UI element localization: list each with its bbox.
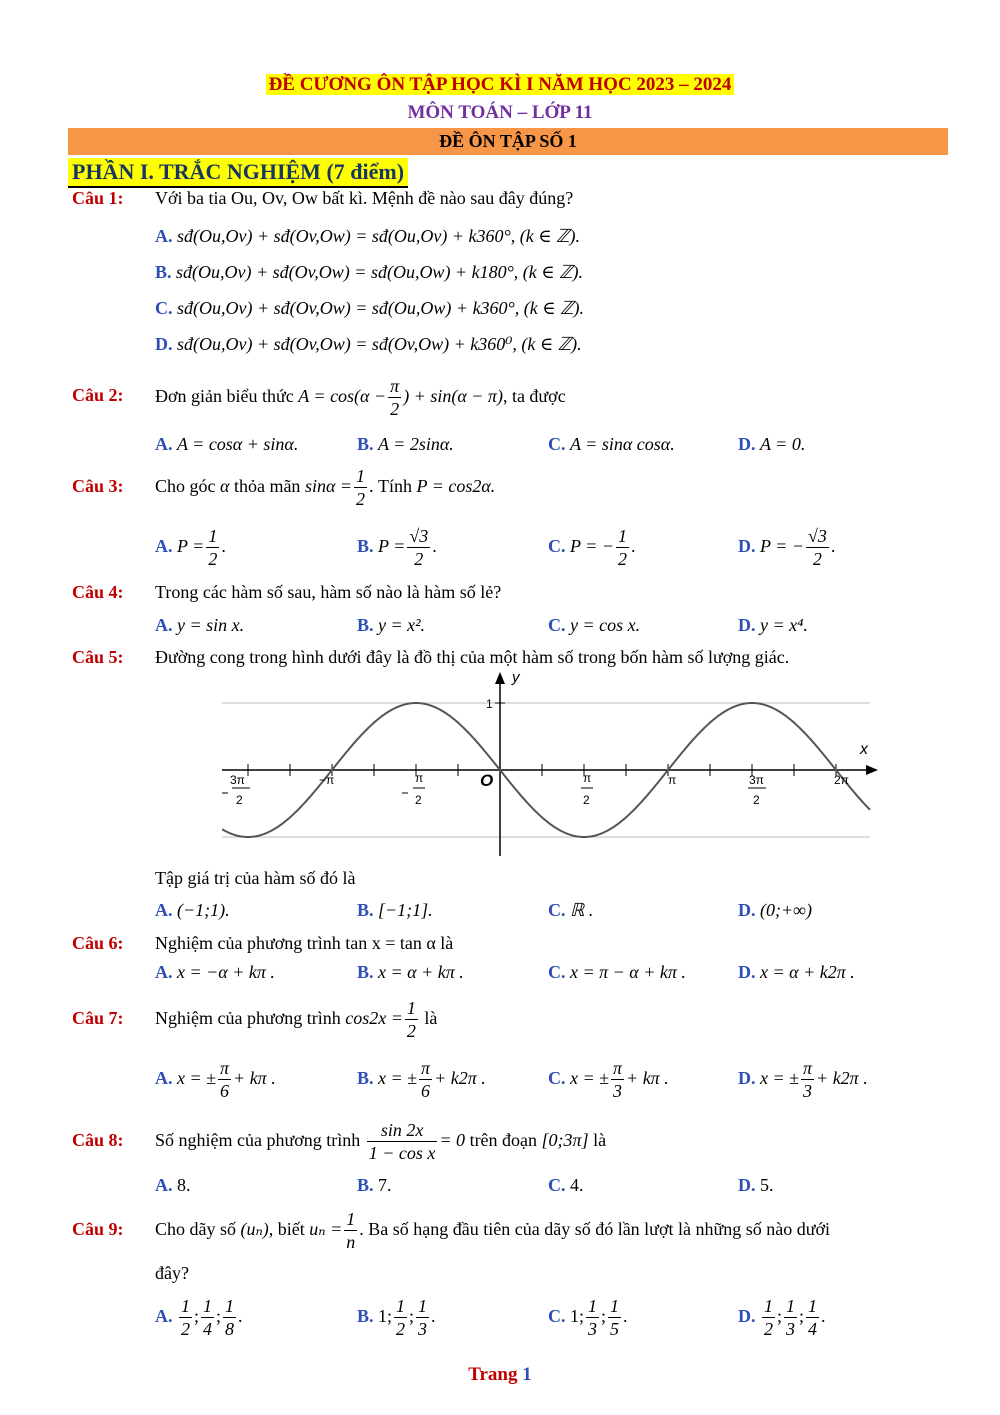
sequence-term: $\frac{1}{4}$ [203, 1296, 213, 1340]
q8-option-a: A. 8. [155, 1175, 191, 1195]
q5-option-b: B. [−1;1]. [357, 900, 433, 920]
q7-label: Câu 7: [72, 1008, 124, 1028]
sequence-term: $\frac{1}{3}$ [588, 1296, 598, 1340]
exam-label-bar: ĐỀ ÔN TẬP SỐ 1 [68, 128, 948, 155]
tick-label-neg-pi: −π [319, 773, 335, 787]
sequence-term: $\frac{1}{8}$ [225, 1296, 235, 1340]
q3-option-d: D. P = − $\frac{√3}{2}$ . [738, 526, 836, 570]
q1-option-c: C. sđ(Ou,Ov) + sđ(Ov,Ow) = sđ(Ou,Ow) + k360°, (k ∈ ℤ). [155, 298, 584, 318]
q6-option-c: C. x = π − α + kπ . [548, 962, 686, 982]
q9-label: Câu 9: [72, 1219, 124, 1239]
q4-option-d: D. y = x⁴. [738, 615, 808, 635]
document-subtitle: MÔN TOÁN – LỚP 11 [407, 102, 593, 123]
sequence-term: 1 [378, 1306, 388, 1326]
tick-label-neg-pi-2-den: 2 [415, 793, 422, 807]
sequence-term: $\frac{1}{3}$ [786, 1296, 796, 1340]
q9-option-c: C. 1; $\frac{1}{3}$ ; $\frac{1}{5}$ . [548, 1296, 628, 1340]
q7-option-d: D. x = ± $\frac{\pi}{3}$ + k2π . [738, 1058, 868, 1102]
q9-option-d: D. $\frac{1}{2}$ ; $\frac{1}{3}$ ; $\frac{1}{4}$ . [738, 1296, 826, 1340]
q5-after-text: Tập giá trị của hàm số đó là [155, 868, 356, 888]
sequence-term: $\frac{1}{2}$ [181, 1296, 190, 1340]
q6-label: Câu 6: [72, 933, 124, 953]
tick-label-3pi-2-num: 3π [749, 773, 764, 787]
document-title: ĐỀ CƯƠNG ÔN TẬP HỌC KÌ I NĂM HỌC 2023 – 2024 [0, 74, 1000, 96]
tick-label-pi-2-den: 2 [583, 793, 590, 807]
origin-label: O [480, 771, 494, 790]
q3-option-b: B. P = $\frac{√3}{2}$ . [357, 526, 437, 570]
q9-option-b: B. 1; $\frac{1}{2}$ ; $\frac{1}{3}$ . [357, 1296, 436, 1340]
q1-option-b: B. sđ(Ou,Ov) + sđ(Ov,Ow) = sđ(Ou,Ow) + k180°, (k ∈ ℤ). [155, 262, 583, 282]
q3-option-a: A. P = $\frac{1}{2}$ . [155, 526, 226, 570]
tick-label-pi: π [668, 773, 677, 787]
tick-label-pi-2-num: π [583, 771, 592, 785]
q2-option-b: B. A = 2sinα. [357, 434, 454, 454]
q8-option-d: D. 5. [738, 1175, 774, 1195]
tick-label-neg-3pi-2-den: 2 [236, 793, 243, 807]
q1-label: Câu 1: [72, 188, 124, 208]
q5-option-c: C. ℝ . [548, 900, 594, 920]
q9-text: Cho dãy số (uₙ), biết uₙ = $\frac{1}{n}$ . Ba số hạng đầu tiên của dãy số đó lần lượt là những số nào dưới [155, 1209, 830, 1253]
y-axis-label: y [512, 669, 520, 686]
q9-option-a: A. $\frac{1}{2}$ ; $\frac{1}{4}$ ; $\frac{1}{8}$ . [155, 1296, 243, 1340]
sequence-term: 1 [570, 1306, 579, 1326]
q7-option-c: C. x = ± $\frac{\pi}{3}$ + kπ . [548, 1058, 669, 1102]
sequence-term: $\frac{1}{3}$ [418, 1296, 428, 1340]
q5-option-a: A. (−1;1). [155, 900, 230, 920]
x-axis-label: x [860, 741, 868, 758]
q3-option-c: C. P = − $\frac{1}{2}$ . [548, 526, 636, 570]
sequence-term: $\frac{1}{5}$ [610, 1296, 620, 1340]
q2-text: Đơn giản biểu thức A = cos(α − $\frac{\pi}{2}$ ) + sin(α − π), ta được [155, 376, 566, 420]
q5-label: Câu 5: [72, 647, 124, 667]
q8-option-c: C. 4. [548, 1175, 584, 1195]
q2-option-d: D. A = 0. [738, 434, 806, 454]
q8-text: Số nghiệm của phương trình $\frac{\sin 2x}{\text{1 − cos x}}$ = 0 trên đoạn [0;3π] là [155, 1120, 607, 1164]
page-footer [0, 1364, 1000, 1386]
q4-text: Trong các hàm số sau, hàm số nào là hàm số lẻ? [155, 582, 502, 602]
q2-label: Câu 2: [72, 385, 124, 405]
sine-graph [222, 668, 882, 858]
q1 [72, 188, 124, 209]
q6-option-a: A. x = −α + kπ . [155, 962, 275, 982]
q4-option-b: B. y = x². [357, 615, 426, 635]
q8-option-b: B. 7. [357, 1175, 392, 1195]
q2-option-c: C. A = sinα cosα. [548, 434, 675, 454]
page-number: 1 [522, 1364, 532, 1385]
tick-label-neg-pi-2-num: π [415, 771, 424, 785]
q8-label: Câu 8: [72, 1130, 124, 1150]
q1-text: Với ba tia Ou, Ov, Ow bất kì. Mệnh đề nào sau đây đúng? [155, 188, 574, 208]
tick-label-neg-3pi-2-num: 3π [230, 773, 245, 787]
q7-option-b: B. x = ± $\frac{\pi}{6}$ + k2π . [357, 1058, 486, 1102]
q3-label: Câu 3: [72, 476, 124, 496]
q3-text: Cho góc α thỏa mãn sinα = $\frac{1}{2}$ . Tính P = cos2α. [155, 466, 496, 510]
q4-option-a: A. y = sin x. [155, 615, 245, 635]
q6-text: Nghiệm của phương trình tan x = tan α là [155, 933, 454, 953]
q6-option-d: D. x = α + k2π . [738, 962, 855, 982]
sequence-term: $\frac{1}{2}$ [396, 1296, 406, 1340]
part-heading: PHẦN I. TRẮC NGHIỆM (7 điểm) [68, 158, 408, 188]
q1-option-d: D. sđ(Ou,Ov) + sđ(Ov,Ow) = sđ(Ov,Ow) + k360⁰, (k ∈ ℤ). [155, 334, 582, 354]
page-word: Trang [468, 1364, 518, 1385]
sequence-term: $\frac{1}{2}$ [764, 1296, 773, 1340]
q5-text: Đường cong trong hình dưới đây là đồ thị của một hàm số trong bốn hàm số lượng giác. [155, 647, 790, 667]
y-tick-1: 1 [486, 697, 493, 711]
tick-label-2pi: 2π [834, 773, 849, 787]
tick-label-3pi-2-den: 2 [753, 793, 760, 807]
q5-option-d: D. (0;+∞) [738, 900, 812, 920]
q2-option-a: A. A = cosα + sinα. [155, 434, 299, 454]
q4-option-c: C. y = cos x. [548, 615, 641, 635]
sequence-term: $\frac{1}{4}$ [808, 1296, 818, 1340]
q4-label: Câu 4: [72, 582, 124, 602]
q7-option-a: A. x = ± $\frac{\pi}{6}$ + kπ . [155, 1058, 276, 1102]
q1-option-a: A. sđ(Ou,Ov) + sđ(Ov,Ow) = sđ(Ou,Ov) + k360°, (k ∈ ℤ). [155, 226, 580, 246]
q9-text-cont: đây? [155, 1263, 189, 1283]
q6-option-b: B. x = α + kπ . [357, 962, 464, 982]
q7-text: Nghiệm của phương trình cos2x = $\frac{1}{2}$ là [155, 998, 438, 1042]
